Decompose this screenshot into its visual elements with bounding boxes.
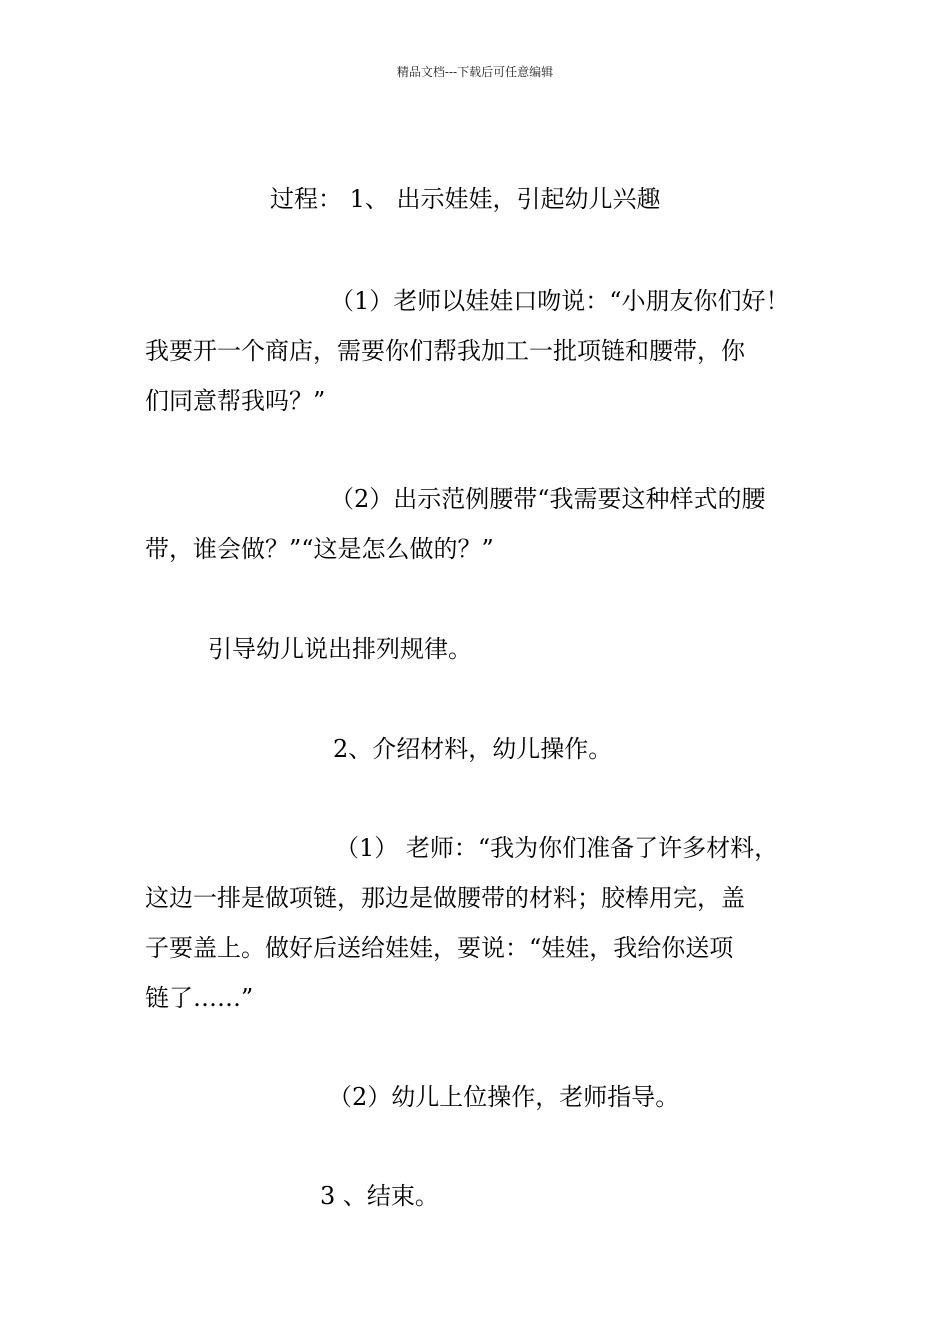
process-step-2-heading: 2、介绍材料，幼儿操作。 bbox=[333, 735, 613, 763]
paragraph-line: （1） 老师：“我为你们准备了许多材料， bbox=[335, 834, 779, 862]
paragraph-line: 们同意帮我吗？” bbox=[145, 387, 326, 415]
paragraph-line: 我要开一个商店，需要你们帮我加工一批项链和腰带，你 bbox=[145, 337, 745, 365]
paragraph-line: 引导幼儿说出排列规律。 bbox=[208, 635, 472, 663]
paragraph-line: （1）老师以娃娃口吻说：“小朋友你们好！ bbox=[330, 287, 790, 315]
paragraph-line: （2）出示范例腰带“我需要这种样式的腰 bbox=[330, 485, 766, 513]
paragraph-line: 带，谁会做？”“这是怎么做的？” bbox=[145, 535, 494, 563]
process-step-3-heading: 3 、结束。 bbox=[320, 1182, 439, 1210]
process-step-1-heading: 过程： 1、 出示娃娃，引起幼儿兴趣 bbox=[270, 185, 661, 213]
page-header: 精品文档---下载后可任意编辑 bbox=[396, 65, 554, 79]
paragraph-line: 这边一排是做项链，那边是做腰带的材料；胶棒用完，盖 bbox=[145, 884, 745, 912]
paragraph-line: 子要盖上。做好后送给娃娃，要说：“娃娃，我给你送项 bbox=[145, 934, 734, 962]
paragraph-line: 链了……” bbox=[145, 984, 254, 1012]
paragraph-line: （2）幼儿上位操作，老师指导。 bbox=[328, 1083, 680, 1111]
